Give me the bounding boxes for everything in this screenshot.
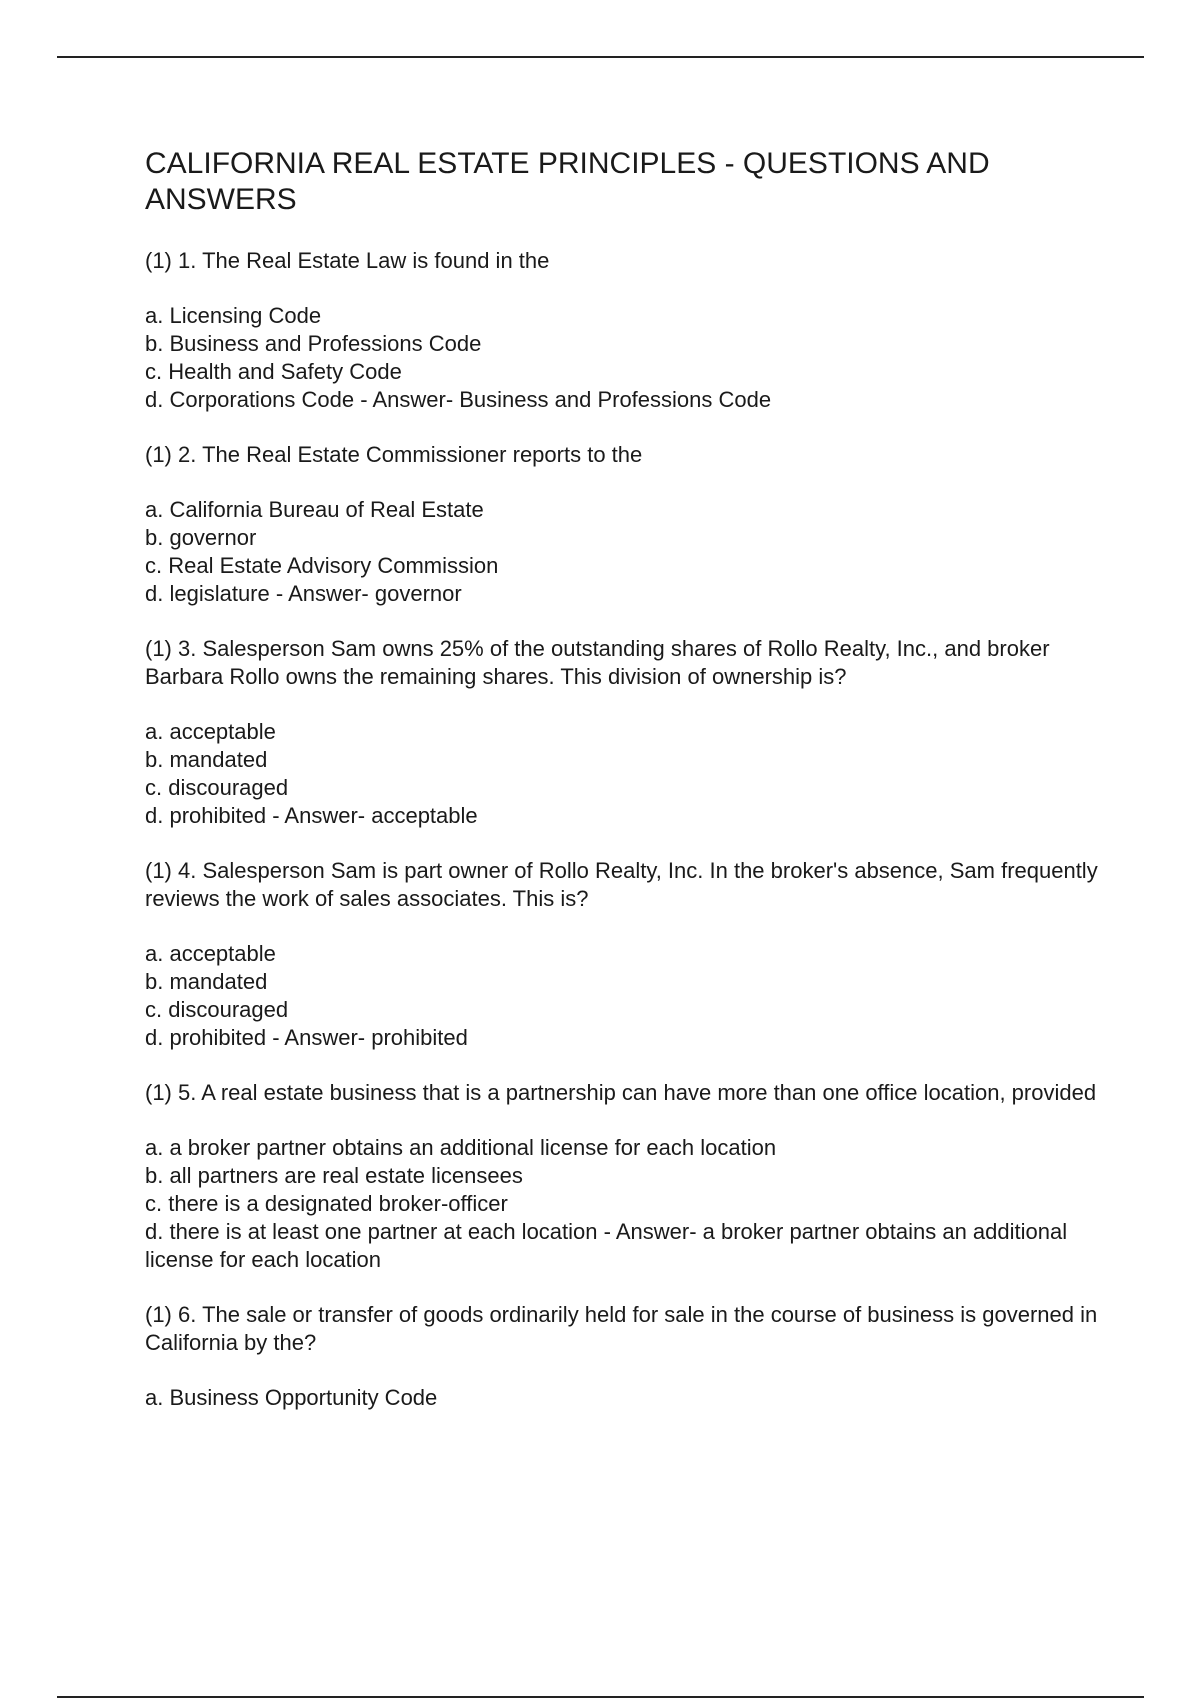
question-2 <box>145 441 1105 608</box>
option-b: b. Business and Professions Code <box>145 331 482 356</box>
option-d: d. legislature - Answer- governor <box>145 581 462 606</box>
option-a: a. acceptable <box>145 719 276 744</box>
option-c: c. Real Estate Advisory Commission <box>145 553 499 578</box>
option-a: a. a broker partner obtains an additional license for each location <box>145 1135 777 1160</box>
document-title: CALIFORNIA REAL ESTATE PRINCIPLES - QUESTIONS AND ANSWERS <box>145 147 990 216</box>
question-4 <box>145 857 1105 1052</box>
option-b: b. mandated <box>145 747 268 772</box>
option-b: b. governor <box>145 525 257 550</box>
question-text: (1) 1. The Real Estate Law is found in the <box>145 248 550 273</box>
option-b: b. all partners are real estate licensees <box>145 1163 523 1188</box>
option-a: a. Business Opportunity Code <box>145 1385 438 1410</box>
question-1 <box>145 247 1105 414</box>
option-d: d. there is at least one partner at each location - Answer- a broker partner obtains an additional license for each location <box>145 1219 1068 1272</box>
document-body <box>145 146 1105 1439</box>
option-a: a. California Bureau of Real Estate <box>145 497 484 522</box>
question-5 <box>145 1079 1105 1274</box>
question-text: (1) 2. The Real Estate Commissioner reports to the <box>145 442 643 467</box>
option-c: c. discouraged <box>145 997 289 1022</box>
option-b: b. mandated <box>145 969 268 994</box>
top-divider <box>57 56 1144 58</box>
option-d: d. prohibited - Answer- prohibited <box>145 1025 468 1050</box>
option-d: d. prohibited - Answer- acceptable <box>145 803 478 828</box>
question-3 <box>145 635 1105 830</box>
option-a: a. acceptable <box>145 941 276 966</box>
bottom-divider <box>57 1696 1144 1698</box>
option-c: c. there is a designated broker-officer <box>145 1191 508 1216</box>
question-text: (1) 6. The sale or transfer of goods ordinarily held for sale in the course of business is governed in California by the? <box>145 1302 1098 1355</box>
question-text: (1) 3. Salesperson Sam owns 25% of the outstanding shares of Rollo Realty, Inc., and broker Barbara Rollo owns the remaining shares. This division of ownership is? <box>145 636 1050 689</box>
question-6 <box>145 1301 1105 1412</box>
option-c: c. Health and Safety Code <box>145 359 402 384</box>
option-c: c. discouraged <box>145 775 289 800</box>
option-a: a. Licensing Code <box>145 303 322 328</box>
question-text: (1) 4. Salesperson Sam is part owner of Rollo Realty, Inc. In the broker's absence, Sam frequently reviews the work of sales associates. This is? <box>145 858 1098 911</box>
option-d: d. Corporations Code - Answer- Business and Professions Code <box>145 387 772 412</box>
question-text: (1) 5. A real estate business that is a partnership can have more than one office location, provided <box>145 1080 1097 1105</box>
